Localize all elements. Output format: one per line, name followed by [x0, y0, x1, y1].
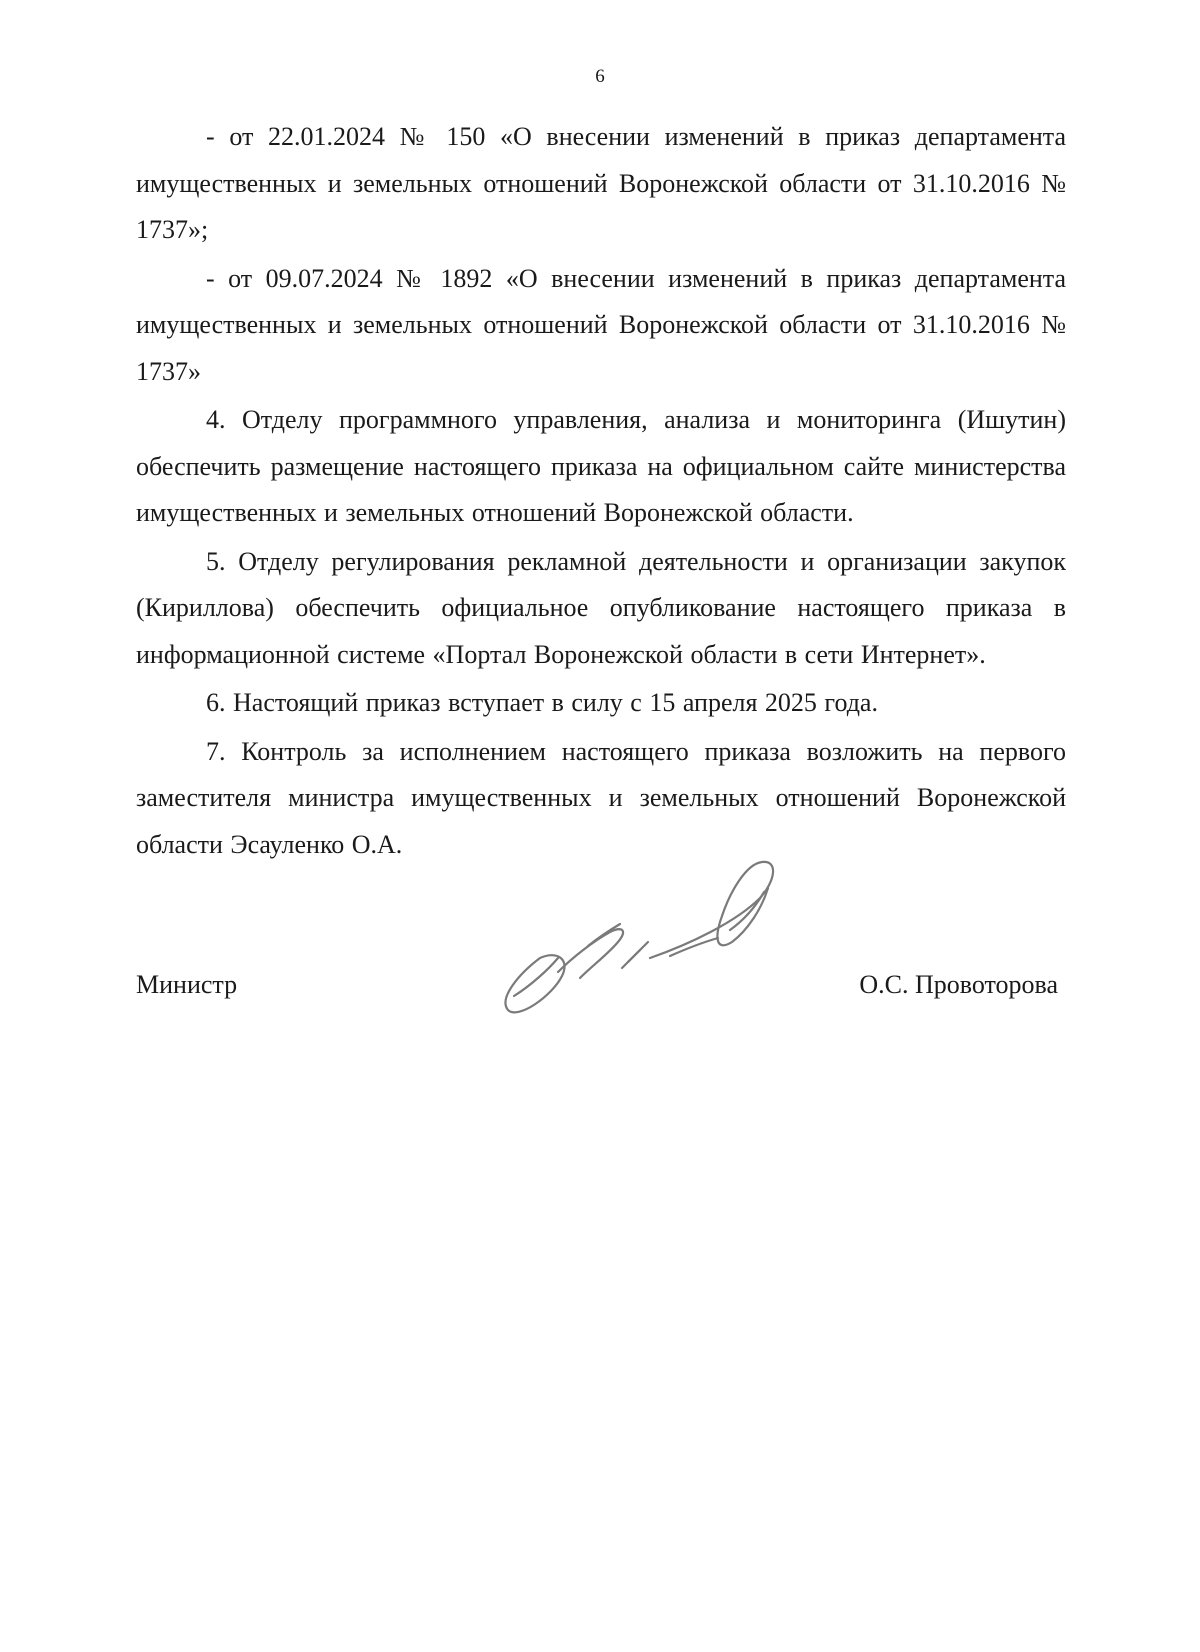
- signer-position: Министр: [136, 970, 238, 999]
- page-number: 6: [595, 66, 605, 87]
- paragraph-amendment-1892: - от 09.07.2024 № 1892 «О внесении изменений в приказ департамента имущественных и земельных отношений Воронежской области от 31.10.2016 № 1737»: [136, 263, 1066, 386]
- signer-name: О.С. Провоторова: [859, 970, 1058, 999]
- paragraph-amendment-150: - от 22.01.2024 № 150 «О внесении изменений в приказ департамента имущественных и земельных отношений Воронежской области от 31.10.2016 № 1737»;: [136, 122, 1066, 244]
- paragraph-item-5: 5. Отделу регулирования рекламной деятельности и организации закупок (Кириллова) обеспечить официальное опубликование настоящего приказа в информационной системе «Портал Воронежской области в сети Интернет».: [136, 546, 1066, 669]
- paragraph-item-6: 6. Настоящий приказ вступает в силу с 15 апреля 2025 года.: [206, 688, 878, 717]
- document-body: [136, 114, 1066, 870]
- paragraph-item-4: 4. Отделу программного управления, анализа и мониторинга (Ишутин) обеспечить размещение настоящего приказа на официальном сайте министерства имущественных и земельных отношений Воронежской области.: [136, 405, 1066, 527]
- handwritten-signature: [500, 858, 820, 1028]
- paragraph-item-7: 7. Контроль за исполнением настоящего приказа возложить на первого заместителя министра имущественных и земельных отношений Воронежской области Эсауленко О.А.: [136, 736, 1066, 859]
- signature-block: [0, 858, 1200, 1038]
